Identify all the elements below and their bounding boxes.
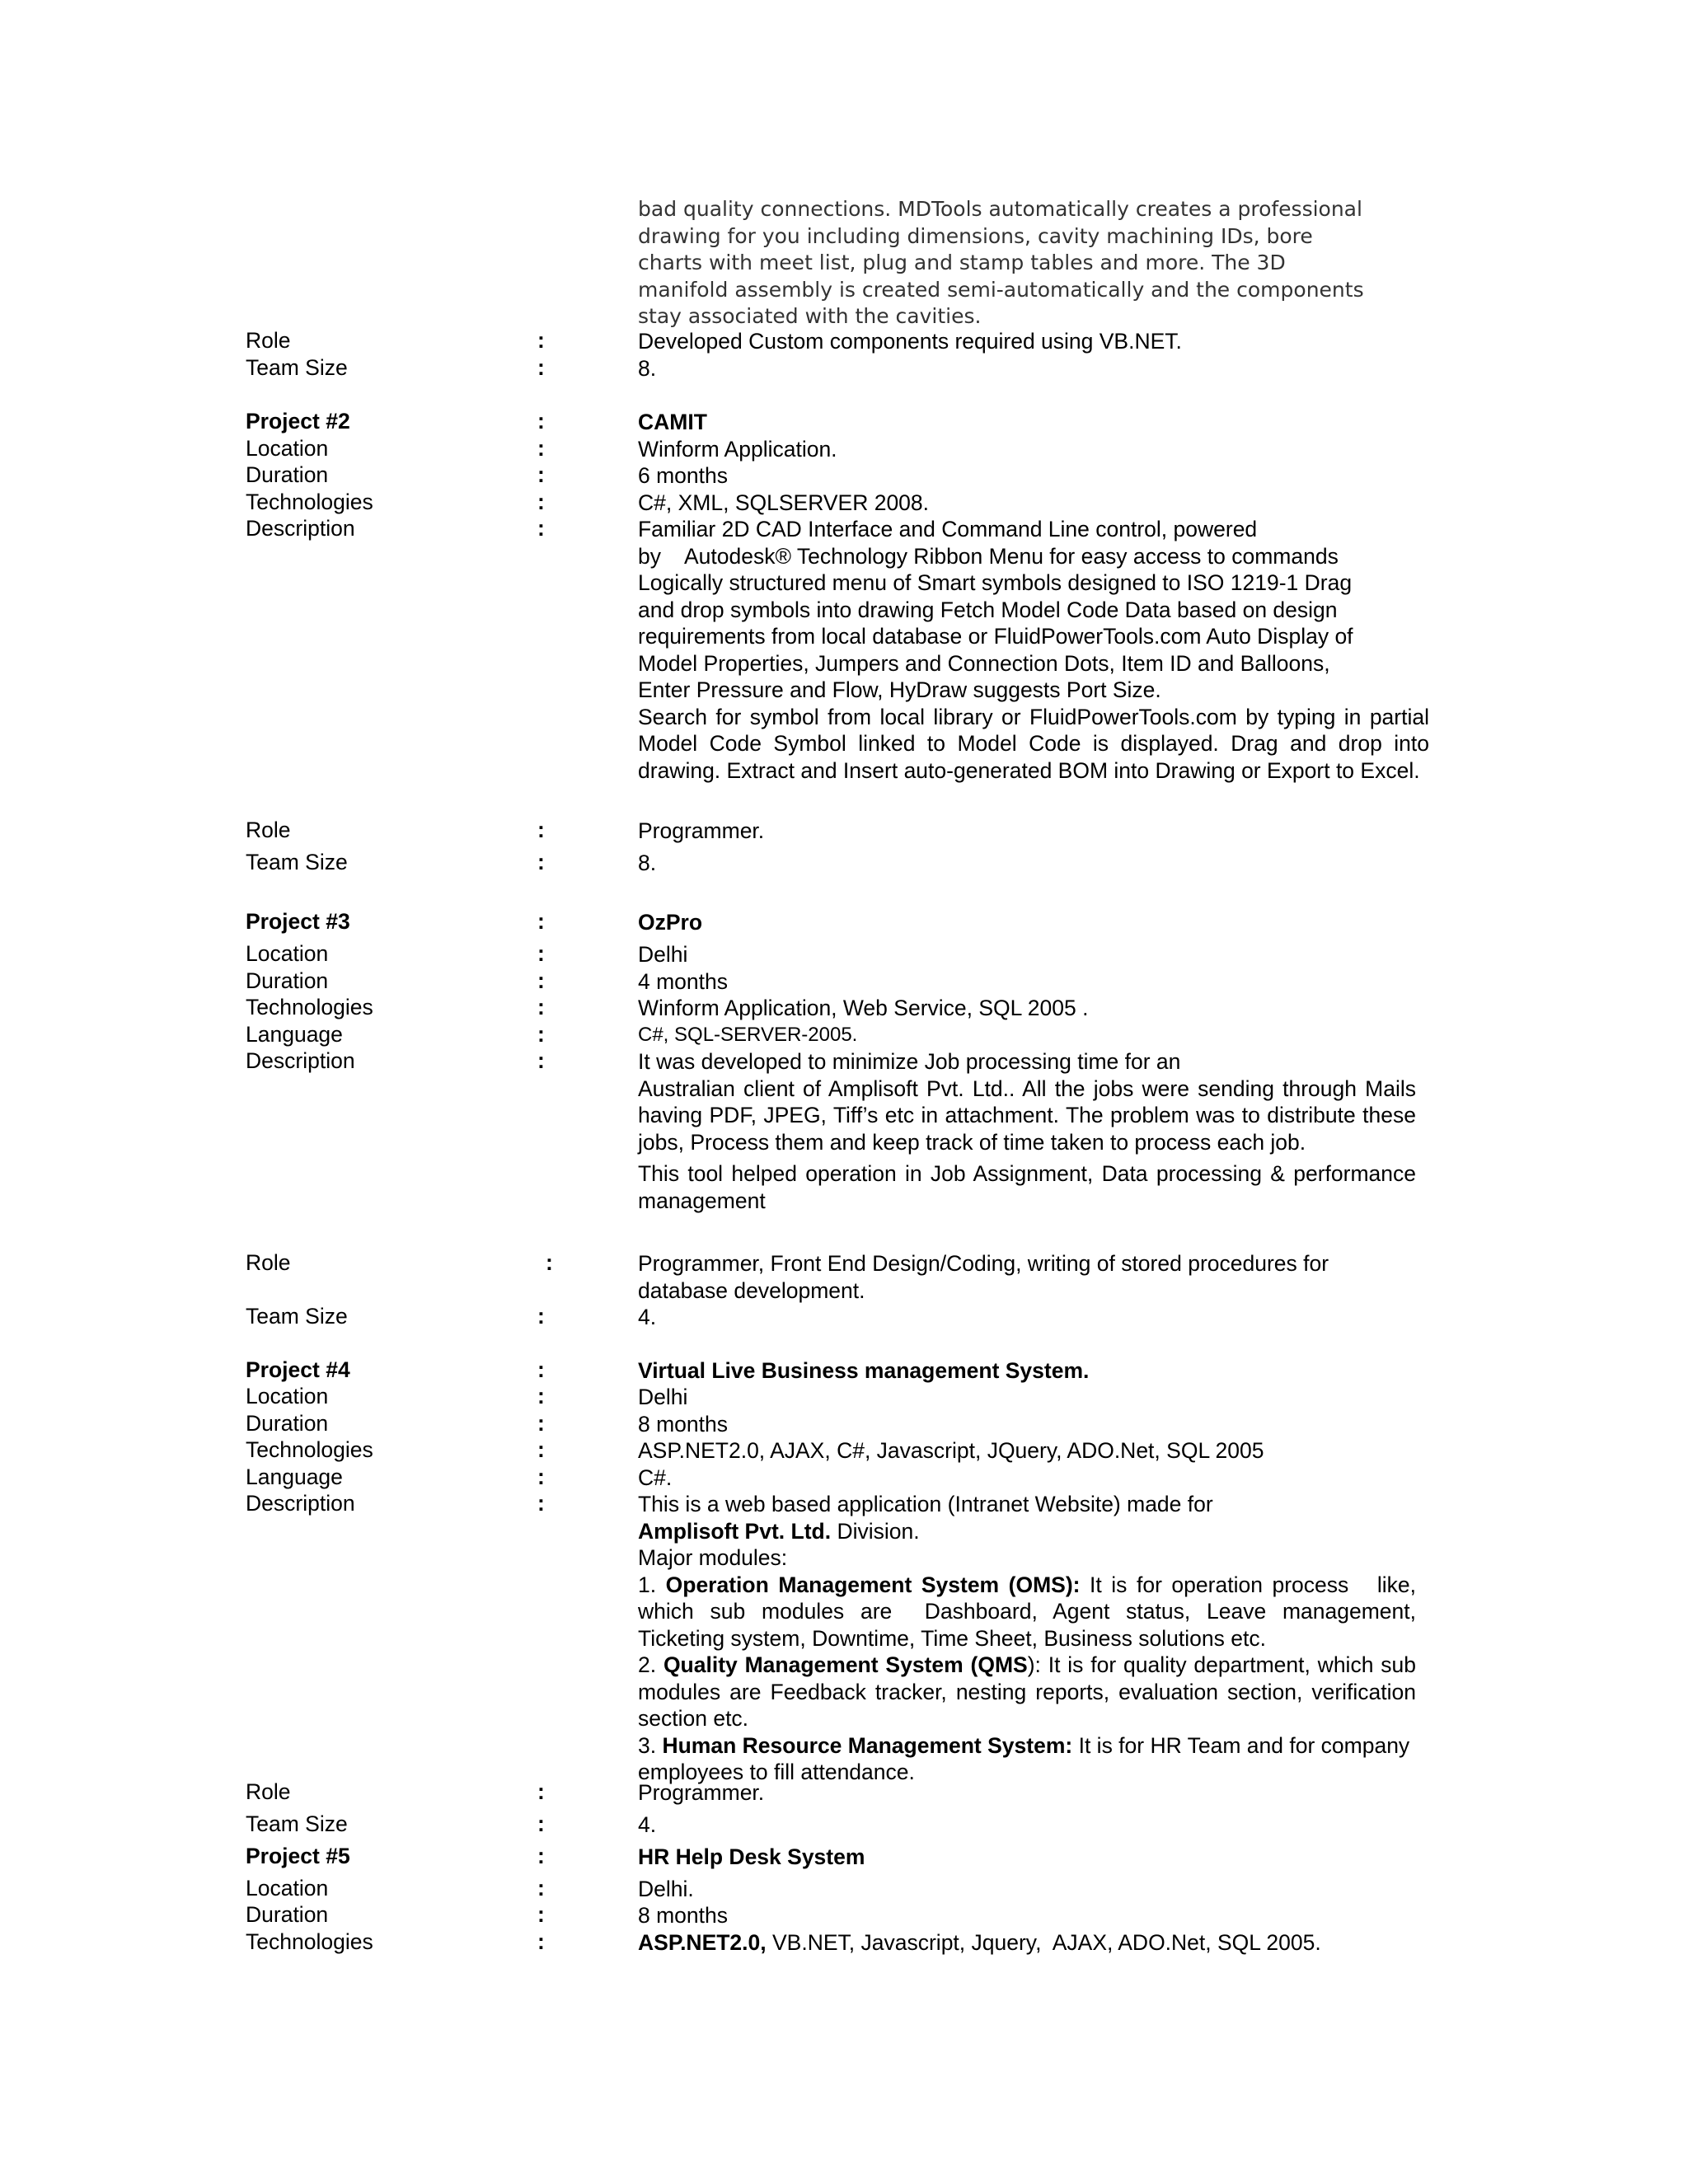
field-label: Technologies xyxy=(246,995,373,1019)
field-value: Programmer. xyxy=(638,1780,765,1805)
field-label: Description xyxy=(246,516,355,541)
module-name: Operation Management System (OMS): xyxy=(665,1572,1081,1597)
field-value: Programmer. xyxy=(638,818,765,843)
field-value: C#. xyxy=(638,1465,673,1490)
field-label: Duration xyxy=(246,462,329,487)
field-colon: : xyxy=(537,1491,545,1516)
description-text: Division. xyxy=(831,1518,920,1544)
description-line: This is a web based application (Intranet Website) made for xyxy=(638,1492,1213,1516)
field-value: Winform Application. xyxy=(638,437,837,462)
field-label: Role xyxy=(246,1779,291,1804)
field-colon: : xyxy=(537,1876,545,1900)
field-value: 4 months xyxy=(638,969,729,994)
field-value: 8. xyxy=(638,851,657,875)
description-line: It was developed to minimize Job processing time for an xyxy=(638,1049,1181,1074)
field-label: Location xyxy=(246,436,329,461)
module-number: 2. xyxy=(638,1652,663,1677)
description-line: requirements from local database or FluidPowerTools.com Auto Display of xyxy=(638,624,1353,649)
intro-line: charts with meet list, plug and stamp tables and more. The 3D xyxy=(638,251,1286,274)
field-value xyxy=(638,1048,1416,1214)
field-value: Developed Custom components required using VB.NET. xyxy=(638,329,1182,354)
field-colon: : xyxy=(537,516,545,541)
field-colon: : xyxy=(537,1022,545,1047)
description-line: Enter Pressure and Flow, HyDraw suggests Port Size. xyxy=(638,677,1161,702)
field-value: 8 months xyxy=(638,1412,729,1436)
description-line: by Autodesk® Technology Ribbon Menu for easy access to commands xyxy=(638,543,1339,569)
field-value: Delhi. xyxy=(638,1877,694,1901)
field-value xyxy=(638,516,1429,784)
field-value: 4. xyxy=(638,1812,657,1837)
project-heading-label: Project #3 xyxy=(246,909,350,934)
module-text: It is for operation process like, which sub modules are Dashboard, Agent status, Leave management, Ticketing system, Downtime, Time Sheet, Business solutions etc. xyxy=(638,1572,1423,1651)
description-line: Major modules: xyxy=(638,1545,788,1570)
field-label: Location xyxy=(246,941,329,966)
intro-line: stay associated with the cavities. xyxy=(638,304,982,328)
company-name: Amplisoft Pvt. Ltd. xyxy=(638,1518,832,1544)
field-colon: : xyxy=(537,1411,545,1436)
field-label: Language xyxy=(246,1465,343,1489)
field-label: Team Size xyxy=(246,850,348,874)
module-text: It is for HR Team and for company employees to fill attendance. xyxy=(638,1732,1410,1784)
module-number: 1. xyxy=(638,1572,666,1597)
field-colon: : xyxy=(537,1902,545,1927)
field-colon: : xyxy=(537,941,545,966)
field-value: Delhi xyxy=(638,1385,688,1409)
field-colon: : xyxy=(537,1384,545,1408)
field-value xyxy=(638,1929,1421,1957)
project-title: CAMIT xyxy=(638,410,707,434)
field-label: Location xyxy=(246,1384,329,1408)
field-label: Description xyxy=(246,1048,355,1073)
field-value: ASP.NET2.0, AJAX, C#, Javascript, JQuery, ADO.Net, SQL 2005 xyxy=(638,1438,1264,1463)
field-colon: : xyxy=(537,1929,545,1954)
field-value: 4. xyxy=(638,1305,657,1329)
field-colon: : xyxy=(537,1811,545,1836)
project-heading-label: Project #4 xyxy=(246,1357,350,1382)
field-colon: : xyxy=(537,995,545,1019)
description-paragraph: Australian client of Amplisoft Pvt. Ltd.. All the jobs were sending through Mails having PDF, JPEG, Tiff’s etc in attachment. The problem was to distribute these jobs, Process them and keep track of time taken to process each job. xyxy=(638,1076,1416,1155)
field-label: Technologies xyxy=(246,1437,373,1462)
field-label: Location xyxy=(246,1876,329,1900)
description-paragraph: This tool helped operation in Job Assignment, Data processing & performance management xyxy=(638,1161,1416,1213)
field-label: Team Size xyxy=(246,1811,348,1836)
field-value: Programmer, Front End Design/Coding, writing of stored procedures for database development. xyxy=(638,1251,1329,1303)
field-label: Duration xyxy=(246,1902,329,1927)
field-colon: : xyxy=(537,1437,545,1462)
field-colon: : xyxy=(537,462,545,487)
field-label: Duration xyxy=(246,968,329,993)
field-label: Team Size xyxy=(246,355,348,380)
description-line: Familiar 2D CAD Interface and Command Line control, powered xyxy=(638,517,1258,541)
field-colon: : xyxy=(537,1048,545,1073)
field-label: Technologies xyxy=(246,1929,373,1954)
technology-list: VB.NET, Javascript, Jquery, AJAX, ADO.Net, SQL 2005. xyxy=(766,1930,1321,1955)
description-paragraph: Search for symbol from local library or FluidPowerTools.com by typing in partial Model Code Symbol linked to Model Code is displayed. Drag and drop into drawing. Extract and Insert auto-generated BOM into Drawing or Export to Excel. xyxy=(638,704,1429,783)
project-title: OzPro xyxy=(638,910,703,935)
project-title: Virtual Live Business management System. xyxy=(638,1358,1090,1383)
module-item xyxy=(638,1732,1416,1786)
module-item xyxy=(638,1652,1416,1732)
field-colon: : xyxy=(537,490,545,514)
field-value: 6 months xyxy=(638,463,729,488)
field-colon: : xyxy=(537,1465,545,1489)
field-colon: : xyxy=(537,355,545,380)
field-value: Delhi xyxy=(638,942,688,967)
field-value: Winform Application, Web Service, SQL 2005 . xyxy=(638,996,1089,1020)
field-value: 8 months xyxy=(638,1903,729,1928)
field-label: Team Size xyxy=(246,1304,348,1329)
intro-line: manifold assembly is created semi-automatically and the components xyxy=(638,277,1364,302)
project-1-description-continued xyxy=(638,196,1446,330)
project-title: HR Help Desk System xyxy=(638,1844,865,1869)
project-heading-label: Project #5 xyxy=(246,1844,350,1868)
field-value xyxy=(638,1491,1423,1786)
description-line: Logically structured menu of Smart symbols designed to ISO 1219-1 Drag xyxy=(638,570,1353,595)
field-value: C#, SQL-SERVER-2005. xyxy=(638,1024,858,1046)
field-colon: : xyxy=(537,909,545,934)
field-colon: : xyxy=(537,436,545,461)
intro-line: bad quality connections. MDTools automatically creates a professional xyxy=(638,197,1362,221)
field-colon: : xyxy=(537,328,545,353)
field-label: Technologies xyxy=(246,490,373,514)
description-line: Model Properties, Jumpers and Connection Dots, Item ID and Balloons, xyxy=(638,650,1330,676)
field-colon: : xyxy=(537,968,545,993)
field-colon: : xyxy=(537,1779,545,1804)
field-colon: : xyxy=(537,409,545,434)
module-name: Human Resource Management System: xyxy=(662,1732,1073,1758)
field-colon: : xyxy=(537,1357,545,1382)
field-label: Role xyxy=(246,818,291,842)
module-name: Quality Management System (QMS xyxy=(663,1652,1028,1677)
field-label: Role xyxy=(246,1250,291,1275)
module-number: 3. xyxy=(638,1732,663,1758)
field-value: 8. xyxy=(638,356,657,381)
intro-line: drawing for you including dimensions, cavity machining IDs, bore xyxy=(638,223,1313,248)
technology-primary: ASP.NET2.0, xyxy=(638,1930,767,1955)
module-text: ): It is for quality department, which sub modules are Feedback tracker, nesting reports, evaluation section, verification section etc. xyxy=(638,1652,1416,1731)
field-label: Role xyxy=(246,328,291,353)
description-line xyxy=(638,1518,1416,1545)
field-colon: : xyxy=(537,1844,545,1868)
field-value: C#, XML, SQLSERVER 2008. xyxy=(638,490,930,515)
description-line: and drop symbols into drawing Fetch Model Code Data based on design xyxy=(638,597,1338,622)
field-label: Description xyxy=(246,1491,355,1516)
module-item xyxy=(638,1572,1423,1652)
field-colon: : xyxy=(537,818,545,842)
project-heading-label: Project #2 xyxy=(246,409,350,434)
field-label: Duration xyxy=(246,1411,329,1436)
field-colon: : xyxy=(546,1250,553,1275)
field-label: Language xyxy=(246,1022,343,1047)
field-colon: : xyxy=(537,1304,545,1329)
field-colon: : xyxy=(537,850,545,874)
